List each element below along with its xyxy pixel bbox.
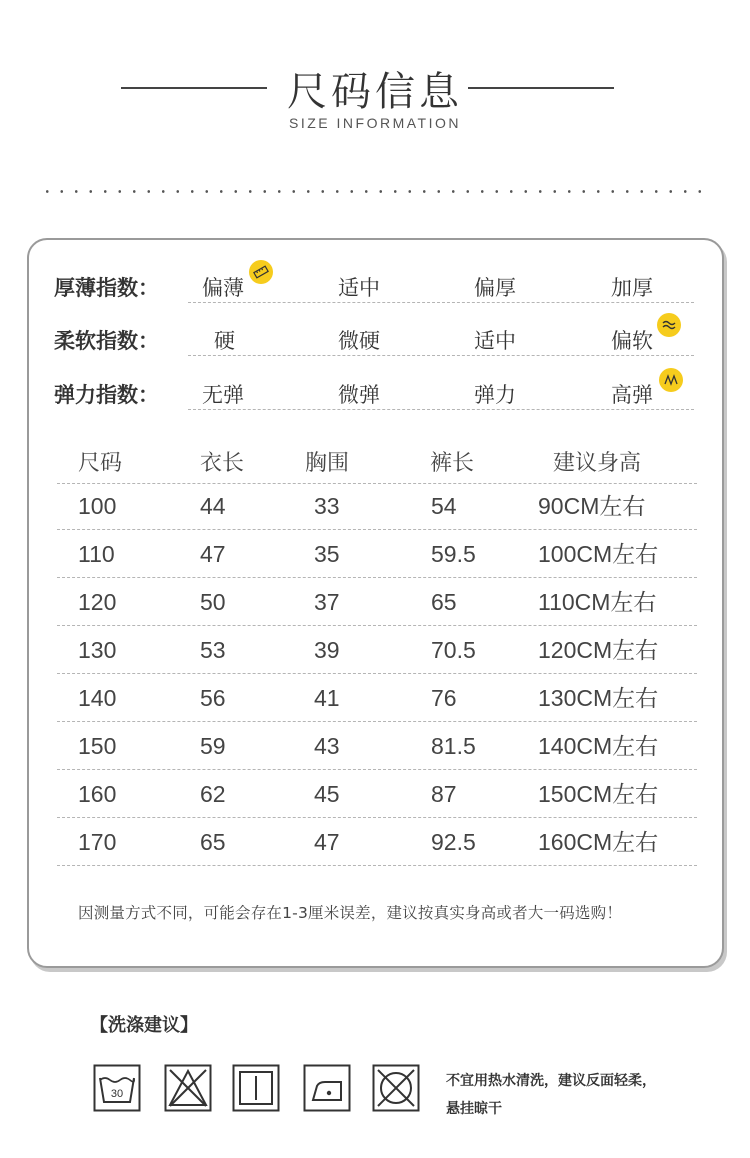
index-option: 微弹 (338, 383, 380, 407)
table-row (57, 626, 697, 674)
index-option: 偏软 (611, 329, 653, 353)
care-line-2: 悬挂晾干 (446, 1101, 502, 1117)
table-cell: 65 (431, 589, 457, 615)
index-option: 适中 (474, 329, 516, 353)
index-option: 弹力 (474, 383, 516, 407)
table-cell: 100CM左右 (538, 541, 659, 567)
table-header-chest: 胸围 (305, 451, 350, 476)
wash-30-icon (93, 1064, 141, 1112)
table-row (57, 818, 697, 866)
table-cell: 140CM左右 (538, 733, 659, 759)
table-cell: 150 (78, 733, 117, 759)
table-header-height: 建议身高 (553, 451, 642, 476)
index-option: 加厚 (611, 276, 653, 300)
table-cell: 47 (200, 541, 226, 567)
table-cell: 56 (200, 685, 226, 711)
table-cell: 59.5 (431, 541, 476, 567)
table-cell: 33 (314, 493, 340, 519)
table-row (57, 674, 697, 722)
no-tumble-dry-icon (372, 1064, 420, 1112)
table-header-size: 尺码 (78, 451, 123, 476)
index-label: 柔软指数： (54, 329, 159, 353)
table-cell: 140 (78, 685, 117, 711)
index-label: 厚薄指数： (54, 276, 159, 300)
table-row (57, 482, 697, 530)
table-cell: 160CM左右 (538, 829, 659, 855)
table-cell: 59 (200, 733, 226, 759)
dotted-divider (40, 190, 710, 193)
table-cell: 130CM左右 (538, 685, 659, 711)
table-cell: 43 (314, 733, 340, 759)
index-option: 硬 (214, 329, 235, 353)
index-option: 无弹 (202, 383, 244, 407)
line-dry-icon (232, 1064, 280, 1112)
no-bleach-icon (164, 1064, 212, 1112)
table-cell: 87 (431, 781, 457, 807)
table-cell: 150CM左右 (538, 781, 659, 807)
table-cell: 110CM左右 (538, 589, 657, 615)
table-cell: 44 (200, 493, 226, 519)
spring-icon (659, 368, 683, 392)
table-cell: 39 (314, 637, 340, 663)
index-option: 高弹 (611, 383, 653, 407)
care-line-1: 不宜用热水清洗，建议反面轻柔， (446, 1073, 656, 1089)
table-cell: 50 (200, 589, 226, 615)
index-row-divider (188, 409, 694, 410)
table-cell: 170 (78, 829, 117, 855)
table-header-length: 衣长 (200, 451, 245, 476)
table-cell: 47 (314, 829, 340, 855)
index-row-divider (188, 302, 694, 303)
index-option: 微硬 (338, 329, 380, 353)
table-row (57, 722, 697, 770)
page-title: 尺码信息 (287, 69, 463, 115)
table-cell: 90CM左右 (538, 493, 646, 519)
table-divider (57, 865, 697, 866)
wave-icon (657, 313, 681, 337)
table-cell: 41 (314, 685, 340, 711)
table-header-pants: 裤长 (430, 451, 475, 476)
table-cell: 100 (78, 493, 117, 519)
page-subtitle: SIZE INFORMATION (289, 115, 461, 131)
table-cell: 76 (431, 685, 457, 711)
table-cell: 120CM左右 (538, 637, 659, 663)
measurement-note: 因测量方式不同，可能会存在1-3厘米误差，建议按真实身高或者大一码选购！ (78, 904, 623, 922)
wash-title: 【洗涤建议】 (90, 1015, 198, 1036)
table-cell: 37 (314, 589, 340, 615)
table-row (57, 770, 697, 818)
table-cell: 70.5 (431, 637, 476, 663)
table-cell: 92.5 (431, 829, 476, 855)
care-instructions (446, 1067, 656, 1123)
index-option: 偏厚 (474, 276, 516, 300)
table-cell: 130 (78, 637, 117, 663)
table-cell: 81.5 (431, 733, 476, 759)
low-iron-icon (303, 1064, 351, 1112)
table-cell: 160 (78, 781, 117, 807)
table-cell: 35 (314, 541, 340, 567)
table-row (57, 530, 697, 578)
table-cell: 120 (78, 589, 117, 615)
table-row (57, 578, 697, 626)
table-cell: 65 (200, 829, 226, 855)
wash-temp: 30 (110, 1088, 124, 1100)
ruler-icon (249, 260, 273, 284)
index-row-divider (188, 355, 694, 356)
table-cell: 53 (200, 637, 226, 663)
table-cell: 54 (431, 493, 457, 519)
table-cell: 110 (78, 541, 115, 567)
table-cell: 62 (200, 781, 226, 807)
index-label: 弹力指数： (54, 383, 159, 407)
table-cell: 45 (314, 781, 340, 807)
index-option: 适中 (338, 276, 380, 300)
index-option: 偏薄 (202, 276, 244, 300)
